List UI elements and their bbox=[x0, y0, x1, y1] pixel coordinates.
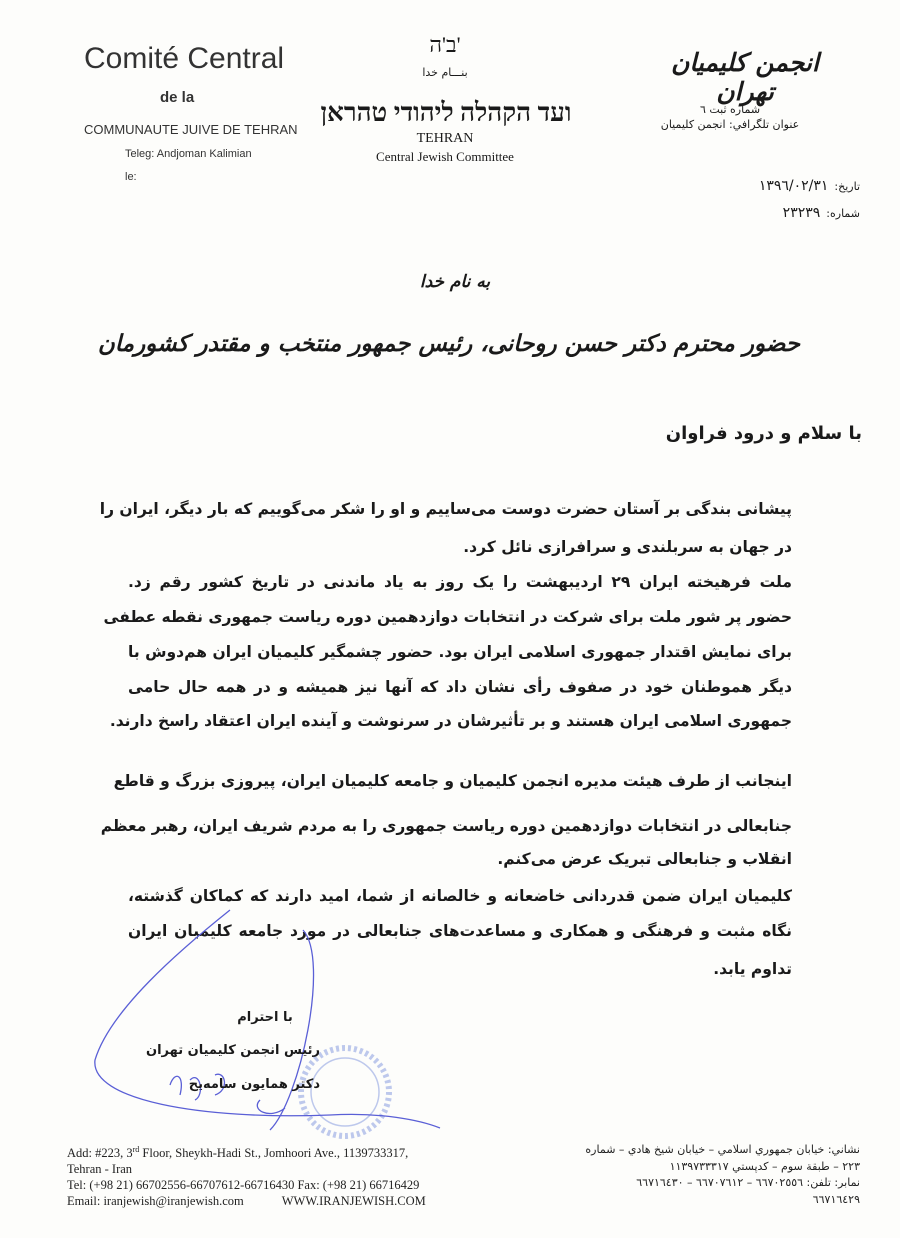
footer-fa-fax: ٦٦٧١٦٤٢٩ bbox=[812, 1192, 860, 1206]
invocation: به نام خدا bbox=[419, 272, 491, 292]
letterhead-city: TEHRAN bbox=[416, 131, 474, 146]
footer-city: Tehran - Iran bbox=[67, 1162, 133, 1177]
date-label: تاریخ: bbox=[834, 180, 860, 193]
body-line: انقلاب و جنابعالی تبریک عرض می‌کنم. bbox=[497, 850, 792, 868]
letterhead-in-name-of-god: بنـــام خدا bbox=[422, 66, 468, 79]
signer-name: دکتر همایون سامه‌یح bbox=[188, 1077, 320, 1092]
body-line: جمهوری اسلامی ایران هستند و بر تأثیرشان در سرنوشت و آینده ایران اعتقاد راسخ دارند. bbox=[109, 712, 792, 730]
body-line: پیشانی بندگی بر آستان حضرت دوست می‌ساییم و او را شکر می‌گوییم که بار دیگر، ایران را bbox=[99, 500, 792, 518]
footer-website[interactable]: WWW.IRANJEWISH.COM bbox=[281, 1194, 426, 1209]
footer-tel: Tel: (+98 21) 66702556-66707612-66716430 Fax: (+98 21) 66716429 bbox=[67, 1178, 420, 1193]
stamp bbox=[301, 1048, 389, 1136]
closing: با احترام bbox=[237, 1010, 293, 1025]
body-line: تداوم یابد. bbox=[713, 960, 792, 978]
letterhead-registration: شماره ثبت ٦ bbox=[699, 103, 761, 116]
letterhead-telegraph: عنوان تلگرافي: انجمن کليميان bbox=[660, 118, 800, 131]
letterhead-english-name: Central Jewish Committee bbox=[376, 149, 514, 164]
body-line: جنابعالی در انتخابات دوازدهمین دوره ریاست جمهوری را به مردم شریف ایران، رهبر معظم bbox=[100, 817, 792, 835]
body-line: برای نمایش اقتدار جمهوری اسلامی ایران بود. حضور چشمگیر کلیمیان ایران هم‌دوش با bbox=[128, 643, 792, 661]
body-line: نگاه مثبت و فرهنگی و همکاری و مساعدت‌های جنابعالی در مورد جامعه کلیمیان ایران bbox=[128, 922, 792, 940]
footer-address: Add: #223, 3rd Floor, Sheykh-Hadi St., Jomhoori Ave., 1139733317, bbox=[67, 1145, 409, 1161]
footer-fa bbox=[585, 1142, 860, 1208]
footer-en bbox=[67, 1142, 426, 1209]
letterhead-community-fr: COMMUNAUTE JUIVE DE TEHRAN bbox=[84, 122, 298, 137]
body-line: دیگر هموطنان خود در صفوف رأی نشان داد که آنها نیز همیشه و در همه حال حامی bbox=[128, 678, 792, 696]
body-line: حضور پر شور ملت برای شرکت در انتخابات دوازدهمین دوره ریاست جمهوری نقطه عطفی bbox=[103, 608, 792, 626]
letterhead-title-fr: Comité Central bbox=[84, 42, 285, 75]
body-line: اینجانب از طرف هیئت مدیره انجمن کلیمیان و جامعه کلیمیان ایران، پیروزی بزرگ و قاطع bbox=[113, 772, 792, 790]
letterhead-hebrew-name: ועד הקהלה ליהודי טהראן bbox=[320, 98, 572, 127]
letterhead-logo-fa: انجمن کلیمیان تهران bbox=[671, 48, 819, 106]
letterhead-subtitle-fr: de la bbox=[160, 89, 195, 106]
footer-fa-address-2: ٢٢٣ – طبقة سوم – کدپستي ١١٣٩٧٣٣٣١٧ bbox=[669, 1159, 860, 1173]
greeting: با سلام و درود فراوان bbox=[665, 423, 862, 444]
date-value: ١٣٩٦/٠٢/٣١ bbox=[758, 178, 829, 194]
signer-title: رئیس انجمن کلیمیان تهران bbox=[145, 1043, 320, 1058]
body-line: ملت فرهیخته ایران ۲۹ اردیبهشت را یک روز به یاد ماندنی در تاریخ کشور رقم زد. bbox=[128, 573, 792, 591]
footer-fa-tel: نمابر: تلفن: ٦٦٧٠٢٥٥٦ – ٦٦٧٠٧٦١٢ – ٦٦٧١٦٤٣٠ bbox=[636, 1176, 860, 1189]
letterhead-teleg: Teleg: Andjoman Kalimian bbox=[125, 148, 252, 160]
number-value: ٢٣٢٣٩ bbox=[782, 205, 821, 221]
letterhead-bh: ב'ה' bbox=[429, 32, 461, 57]
letterhead-date-label-fr: le: bbox=[125, 171, 137, 183]
number-label: شماره: bbox=[826, 207, 860, 220]
addressee: حضور محترم دکتر حسن روحانی، رئیس جمهور منتخب و مقتدر کشورمان bbox=[97, 330, 800, 357]
body-line: کلیمیان ایران ضمن قدردانی خاضعانه و خالصانه از شما، امید دارند که کماکان گذشته، bbox=[128, 887, 792, 905]
footer-email[interactable]: Email: iranjewish@iranjewish.com bbox=[67, 1194, 244, 1209]
footer-fa-address-1: نشاني: خيابان جمهوري اسلامي – خيابان شيخ هادي – شماره bbox=[585, 1143, 860, 1156]
body-line: در جهان به سربلندی و سرافرازی نائل کرد. bbox=[463, 538, 792, 556]
